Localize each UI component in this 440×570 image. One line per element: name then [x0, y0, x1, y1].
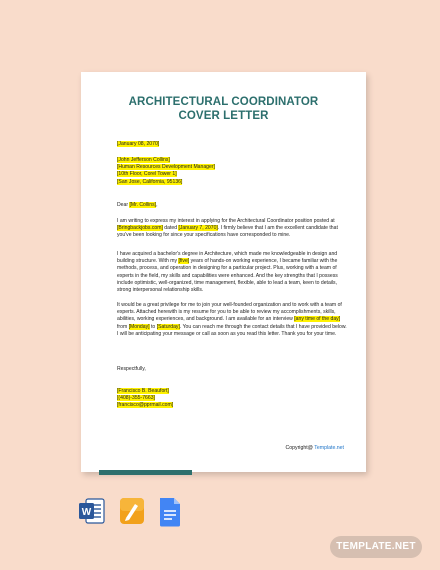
letter-date: [January 08, 2070]	[117, 141, 160, 147]
recipient-position: [Human Resources Development Manager]	[117, 164, 215, 171]
sender-email: [francisco@pprmail.com]	[117, 402, 174, 409]
p2-text-a: I have acquired a bachelor's degree in Architecture, which made me knowledgeable in design and building structure. With my	[117, 251, 338, 265]
copyright	[285, 445, 344, 451]
p1-text-a: I am writing to express my interest in applying for the Architectural Coordinator position posted at	[117, 218, 335, 224]
p1-highlight-website: [Bringbackjobs.com]	[117, 225, 163, 232]
letter-title-line1: ARCHITECTURAL COORDINATOR	[128, 96, 319, 108]
letter-title-line2: COVER LETTER	[178, 110, 269, 122]
copyright-brand-link[interactable]: Template.net	[312, 445, 344, 451]
pages-icon[interactable]	[118, 497, 146, 530]
sender-phone: [(408)-355-7663]	[117, 395, 155, 402]
recipient-address2: [San Jose, California, 95136]	[117, 178, 183, 185]
paragraph-1	[117, 218, 349, 240]
paragraph-3	[117, 302, 349, 338]
letter-page	[81, 72, 366, 472]
closing: Respectfully,	[117, 366, 146, 372]
recipient-block	[117, 157, 349, 186]
template-net-watermark: TEMPLATE.NET	[330, 536, 422, 558]
p1-text-c: . I firmly believe that I am the excellent candidate that you've been looking for since your specifications have corresponded to mine.	[117, 225, 338, 239]
p3-text-b: from	[117, 323, 129, 330]
p2-text-b: years of hands-on working experience, I became familiar with the methods, process, and operation in designing for a particular project. Plus, working with a team of experts in the field, my skills and capabilities were enhanced. And the key strengths that I possess include optimistic, well-organized, time management, flexible, able to lead a team, keen to details, strong interpersonal relationship skills.	[117, 258, 338, 294]
copyright-label: Copyright@	[285, 445, 313, 451]
p1-highlight-date: [January 7, 2070]	[178, 225, 218, 232]
sender-block	[117, 388, 349, 410]
microsoft-word-icon[interactable]	[78, 497, 106, 530]
p3-text-a: It would be a great privilege for me to join your well-founded organization and to work with a team of experts. Attached herewith is my resume for you to be able to review my accomplishments, skills, abilities, working experiences, and background. I am available for an interview	[117, 302, 342, 323]
p3-highlight-time: [any time of the day]	[294, 316, 341, 323]
paragraph-2	[117, 251, 349, 294]
salutation	[117, 202, 349, 209]
word-letter: W	[81, 507, 92, 518]
p2-highlight-years: [five]	[178, 258, 190, 265]
p3-text-d: . You can reach me through the contact details that I have provided below. I will be anticipating your message or call as soon as you read this letter. Thank you for your time.	[117, 323, 347, 337]
letter-date-block	[117, 141, 349, 148]
p3-highlight-monday: [Monday]	[128, 323, 150, 330]
sender-name: [Francisco B. Beaufort]	[117, 388, 169, 394]
p1-text-b: dated	[162, 225, 179, 232]
page-accent-bar	[99, 470, 192, 475]
p3-text-c: to	[149, 323, 157, 330]
recipient-name: [John Jefferson Collins]	[117, 157, 170, 163]
salutation-prefix: Dear	[117, 202, 130, 208]
salutation-name: [Mr. Collins]	[129, 202, 157, 208]
p3-highlight-saturday: [Saturday]	[156, 323, 180, 330]
google-docs-icon[interactable]	[158, 497, 182, 532]
salutation-suffix: ,	[156, 202, 158, 208]
recipient-address1: [10th Floor, Corel Tower 1]	[117, 171, 177, 178]
